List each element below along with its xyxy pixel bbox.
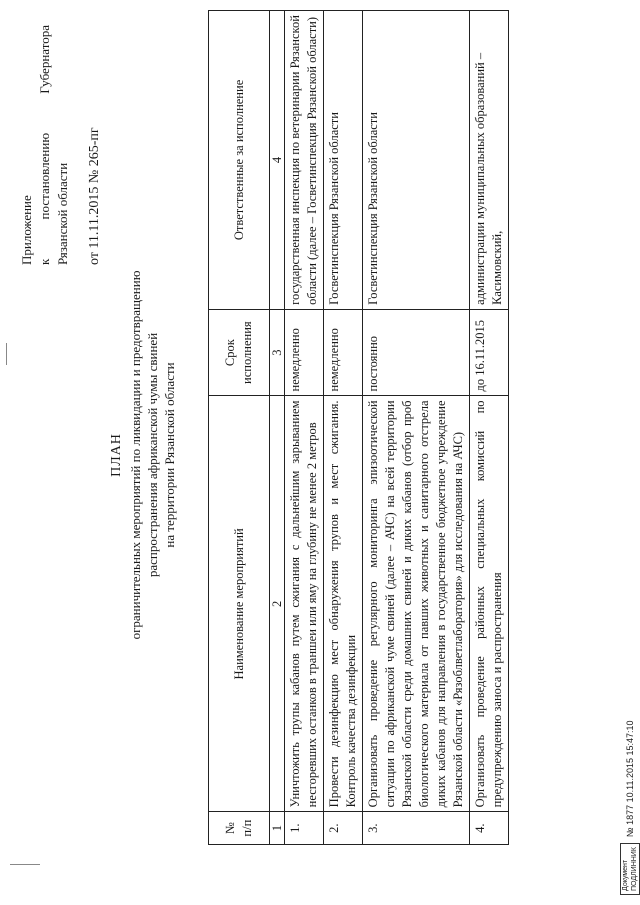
row-responsible: Госветинспекция Рязанской области <box>363 11 470 310</box>
row-measure: Организовать проведение регулярного мониторинга эпизоотической ситуации по африканской чуме свиней (далее – АЧС) на всей территории Рязанской области среди домашних свиней и диких кабанов (отбор проб биологического материала от павших животных и санитарного отстрела диких кабанов для направления в государственное бюджетное учреждение Рязанской области «Рязоблветлаборатория» для исследования на АЧС) <box>363 396 470 812</box>
row-term: постоянно <box>363 309 470 396</box>
row-measure: Уничтожить трупы кабанов путем сжигания с дальнейшим зарыванием несгоревших останков в траншеи или яму на глубину не менее 2 метров <box>285 396 324 812</box>
plan-heading: ПЛАН <box>109 433 124 477</box>
col-number-3: 3 <box>270 309 285 396</box>
appendix-order-number: от 11.11.2015 № 265-пг <box>87 127 102 265</box>
appendix-label: Приложение <box>19 195 34 265</box>
row-number: 2. <box>324 812 363 845</box>
row-term: немедленно <box>285 309 324 396</box>
plan-title-line2: распространения африканской чумы свиней <box>145 332 160 578</box>
appendix-region: Рязанской области <box>55 162 70 265</box>
document-stamp: Документ ПОДЛИННИК <box>620 843 640 895</box>
row-responsible: Госветинспекция Рязанской области <box>324 11 363 310</box>
header-term: Срок исполнения <box>209 309 270 396</box>
appendix-decree-line: к постановлению Губернатора <box>37 25 52 265</box>
table-row <box>470 11 509 845</box>
row-term: немедленно <box>324 309 363 396</box>
row-responsible: администрации муниципальных образований – Касимовский, <box>470 11 509 310</box>
row-number: 4. <box>470 812 509 845</box>
row-number: 1. <box>285 812 324 845</box>
row-measure: Провести дезинфекцию мест обнаружения трупов и мест сжигания. Контроль качества дезинфекции <box>324 396 363 812</box>
table-row <box>324 11 363 845</box>
header-measures: Наименование мероприятий <box>209 396 270 812</box>
col-number-2: 2 <box>270 396 285 812</box>
header-responsible: Ответственные за исполнение <box>209 11 270 310</box>
table-header-row <box>209 11 270 845</box>
measures-table <box>208 10 509 845</box>
registration-number: № 1877 10.11.2015 15:47:10 <box>625 720 635 838</box>
col-number-1: 1 <box>270 812 285 845</box>
registration-footer <box>620 720 640 895</box>
col-number-4: 4 <box>270 11 285 310</box>
plan-title <box>108 155 178 755</box>
table-column-numbers <box>270 11 285 845</box>
appendix-block <box>18 25 104 265</box>
row-measure: Организовать проведение районных специальных комиссий по предупреждению заноса и распространения <box>470 396 509 812</box>
header-number: № п/п <box>209 812 270 845</box>
plan-title-line1: ограничительных мероприятий по ликвидации и предотвращению <box>128 270 143 640</box>
table-row <box>285 11 324 845</box>
plan-title-line3: на территории Рязанской области <box>162 362 177 548</box>
row-responsible: государственная инспекция по ветеринарии Рязанской области (далее – Госветинспекция Рязанской области) <box>285 11 324 310</box>
row-term: до 16.11.2015 <box>470 309 509 396</box>
scan-artifact <box>10 864 40 865</box>
row-number: 3. <box>363 812 470 845</box>
scan-artifact <box>6 343 7 365</box>
table-row <box>363 11 470 845</box>
